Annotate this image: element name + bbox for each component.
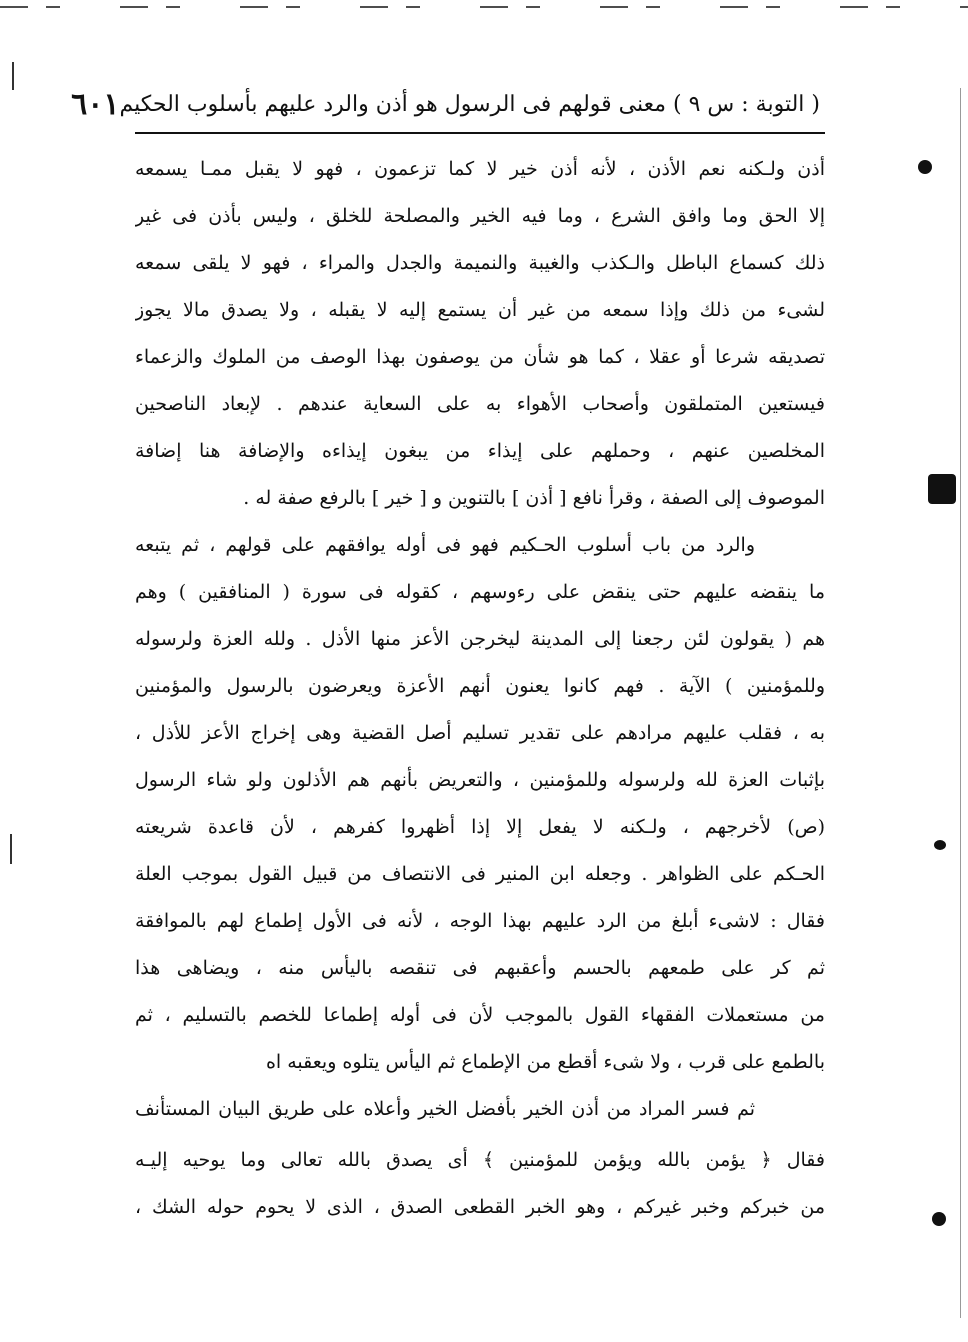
text-line: تصديقه شرعا أو عقلا ، كما هو شأن من يوصفون بهذا الوصف من الملوك والزعماء <box>135 346 825 368</box>
margin-dot-icon <box>932 1212 946 1226</box>
text-line: الحـكم على الظواهر . وجعله ابن المنير فى الانتصاف من قبيل القول بموجب العلة <box>135 863 825 885</box>
text-line: المخلصين عنهم ، وحملهم على إيذاء من يبغون إيذاءه والإضافة هنا إضافة <box>135 440 825 462</box>
scan-artifact-top <box>0 6 968 8</box>
text-line: فيستعين المتملقون وأصحاب الأهواء به على السعاية عندهم . لإبعاد الناصحين <box>135 393 825 415</box>
text-line: من مستعملات الفقهاء القول بالموجب لأن فى أوله إطماعا للخصم بالتسليم ، ثم <box>135 1004 825 1026</box>
page-header <box>71 82 820 126</box>
text-line: فقال : لاشىء أبلغ من الرد عليهم بهذا الوجه ، لأنه فى الأول إطماع لهم بالموافقة <box>135 910 825 932</box>
scan-edge-mark <box>960 88 961 1318</box>
margin-blot-icon <box>928 474 956 504</box>
body-text <box>135 146 825 1231</box>
margin-dot-icon <box>934 840 946 850</box>
text-line: الموصوف إلى الصفة ، وقرأ نافع [ أذن ] بالتنوين و [ خير ] بالرفع صفة له . <box>243 487 825 509</box>
text-line: من خبركم وخبر غيركم ، وهو الخبر القطعى الصدق ، الذى لا يحوم حوله الشك ، <box>135 1196 825 1218</box>
text-line: بإثبات العزة لله ولرسوله وللمؤمنين ، والتعريض بأنهم هم الأذلون ولو شاء الرسول <box>135 769 825 791</box>
text-line: بالطمع على قرب ، ولا شىء أقطع من الإطماع ثم اليأس يتلوه ويعقبه اه <box>265 1051 825 1073</box>
text-line: به ، فقلب عليهم مرادهم على تقدير تسليم أصل القضية وهى إخراج الأعز للأذل ، <box>135 722 825 744</box>
page-number: ٦٠١ <box>71 86 120 122</box>
margin-dot-icon <box>918 160 932 174</box>
text-line: لشىء من ذلك وإذا سمعه من غير أن يستمع إليه لا يقبله ، ولا يصدق مالا يجوز <box>135 299 825 321</box>
text-line: وللمؤمنين ) الآية . فهم كانوا يعنون أنهم الأعزة ويعرضون بالرسول والمؤمنين <box>135 675 825 697</box>
scan-edge-mark <box>10 834 12 864</box>
text-line: (ص) لأخرجهم ، ولـكنه لا يفعل إلا إذا أظهروا كفرهم ، لأن قاعدة شريعته <box>135 816 825 838</box>
text-line: والرد من باب أسلوب الحـكيم فهو فى أوله يوافقهم على قولهم ، ثم يتبعه <box>135 534 755 556</box>
text-line: فقال ﴿ يؤمن بالله ويؤمن للمؤمنين ﴾ أى يصدق بالله تعالى وما يوحيه إليـه <box>135 1149 825 1171</box>
text-line: ثم فسر المراد من أذن الخير بأفضل الخير وأعلاه على طريق البيان المستأنف <box>135 1098 755 1120</box>
text-line: أذن ولـكنه نعم الأذن ، لأنه أذن خير لا كما تزعمون ، فهو لا يقبل ممـا يسمعه <box>135 158 825 180</box>
text-line: هم ( يقولون لئن رجعنا إلى المدينة ليخرجن الأعز منها الأذل . ولله العزة ولرسوله <box>135 628 825 650</box>
text-line: إلا الحق وما وافق الشرع ، وما فيه الخير والمصلحة للخلق ، وليس بأذن فى غير <box>135 205 825 227</box>
running-title: ( التوبة : س ٩ ) معنى قولهم فى الرسول هو أذن والرد عليهم بأسلوب الحكيم <box>119 91 820 117</box>
text-line: ثم كر على طمعهم بالحسم وأعقبهم فى تنقصه باليأس منه ، ويضاهى هذا <box>135 957 825 979</box>
header-rule <box>135 132 825 134</box>
text-line: ذلك كسماع الباطل والـكذب والغيبة والنميمة والجدل والمراء ، فهو لا يلقى سمعه <box>135 252 825 274</box>
scan-edge-mark <box>12 62 14 90</box>
text-line: ما ينقضه عليهم حتى ينقض على رءوسهم ، كقوله فى سورة ( المنافقين ) وهم <box>135 581 825 603</box>
